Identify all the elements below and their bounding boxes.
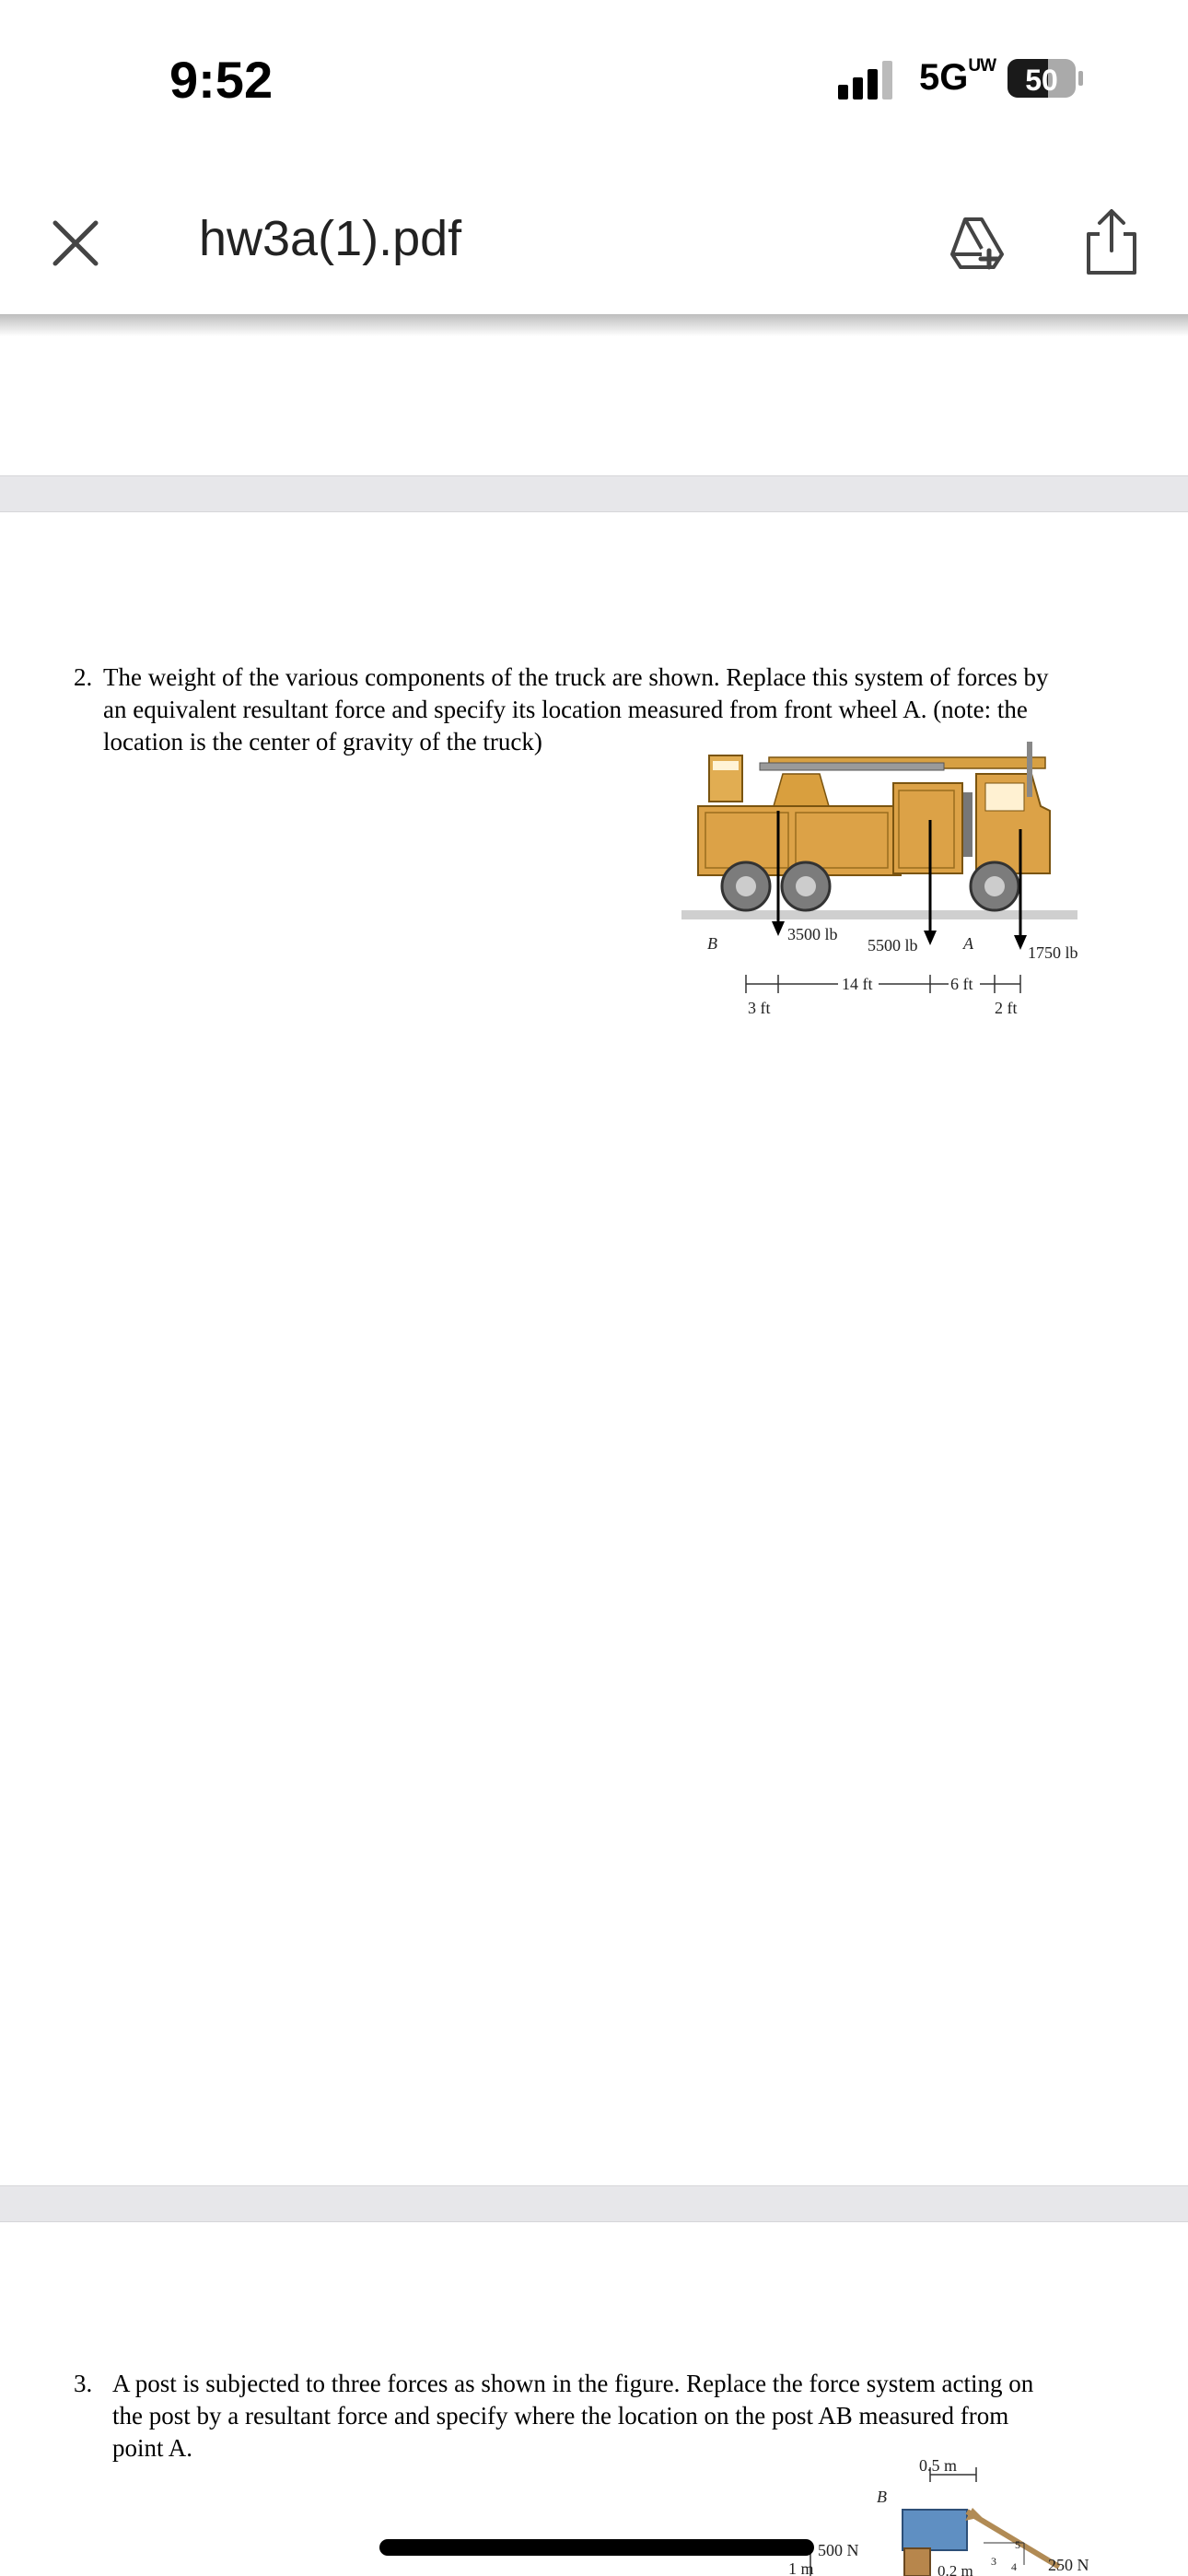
problem-number: 3.: [74, 2370, 93, 2397]
force-label-250: 250 N: [1048, 2556, 1089, 2574]
home-indicator[interactable]: [379, 2539, 814, 2556]
ground: [681, 910, 1077, 919]
battery-icon: [1007, 57, 1083, 100]
viewer-header: [0, 161, 1188, 318]
add-to-drive-icon[interactable]: [945, 210, 1009, 275]
cable: [967, 2512, 1059, 2567]
problem-line: A post is subjected to three forces as shown in the figure. Replace the force system acting on: [112, 2370, 1034, 2397]
post: [904, 2548, 930, 2576]
equipment-box: [893, 783, 962, 873]
dimension-02m: 0.2 m: [938, 2562, 973, 2576]
force-label-1750: 1750 lb: [1028, 943, 1078, 962]
header-shadow: [0, 314, 1188, 336]
problem-text: [112, 2368, 1144, 2465]
problem-line: location is the center of gravity of the truck): [103, 728, 542, 755]
dimension-05m: 0.5 m: [919, 2456, 958, 2475]
point-a-label: A: [963, 934, 973, 953]
network-indicator: [919, 56, 996, 99]
network-label: 5G: [919, 57, 969, 98]
dimension-6ft: 6 ft: [950, 975, 973, 993]
dimension-14ft: 14 ft: [842, 975, 873, 993]
exhaust-stack: [963, 792, 973, 857]
dimension-3ft: 3 ft: [748, 999, 771, 1017]
page-separator: [0, 2185, 1188, 2222]
bucket-rim: [713, 761, 739, 770]
close-icon[interactable]: [48, 216, 103, 271]
mast: [1027, 742, 1032, 797]
problem-line: an equivalent resultant force and specify its location measured from front wheel A. (note: the: [103, 696, 1028, 723]
turret: [774, 774, 829, 806]
point-b-label: B: [877, 2488, 887, 2506]
truck-figure: [681, 737, 1105, 1023]
file-name: hw3a(1).pdf: [199, 211, 462, 266]
problem-number: 2.: [74, 663, 93, 691]
dimension-1m: 1 m: [788, 2559, 814, 2576]
force-label-5500: 5500 lb: [868, 936, 918, 954]
rear-wheel-1: [722, 862, 770, 910]
point-b-label: B: [707, 934, 717, 953]
status-bar: [0, 0, 1188, 161]
slope-4: 4: [1011, 2560, 1017, 2573]
dimension-2ft: 2 ft: [995, 999, 1018, 1017]
force-label-500: 500 N: [818, 2541, 859, 2559]
network-sup: UW: [968, 56, 996, 76]
rear-wheel-2: [782, 862, 830, 910]
post-bracket: [903, 2510, 967, 2550]
post-figure: [755, 2456, 1105, 2576]
battery-level: 50: [1025, 64, 1058, 97]
slope-3: 3: [991, 2555, 996, 2568]
page-separator: [0, 475, 1188, 512]
cellular-signal-icon: [838, 61, 897, 100]
cab-window: [985, 783, 1024, 811]
problem-line: The weight of the various components of the truck are shown. Replace this system of forces by: [103, 663, 1049, 691]
boom-arm: [760, 763, 944, 770]
force-label-3500: 3500 lb: [787, 925, 838, 943]
status-time: 9:52: [169, 51, 274, 109]
problem-line: point A.: [112, 2434, 193, 2462]
problem-line: the post by a resultant force and specify where the location on the post AB measured from: [112, 2402, 1009, 2430]
share-icon[interactable]: [1083, 206, 1140, 276]
front-wheel-a: [971, 862, 1019, 910]
slope-5: 5: [1015, 2538, 1020, 2551]
